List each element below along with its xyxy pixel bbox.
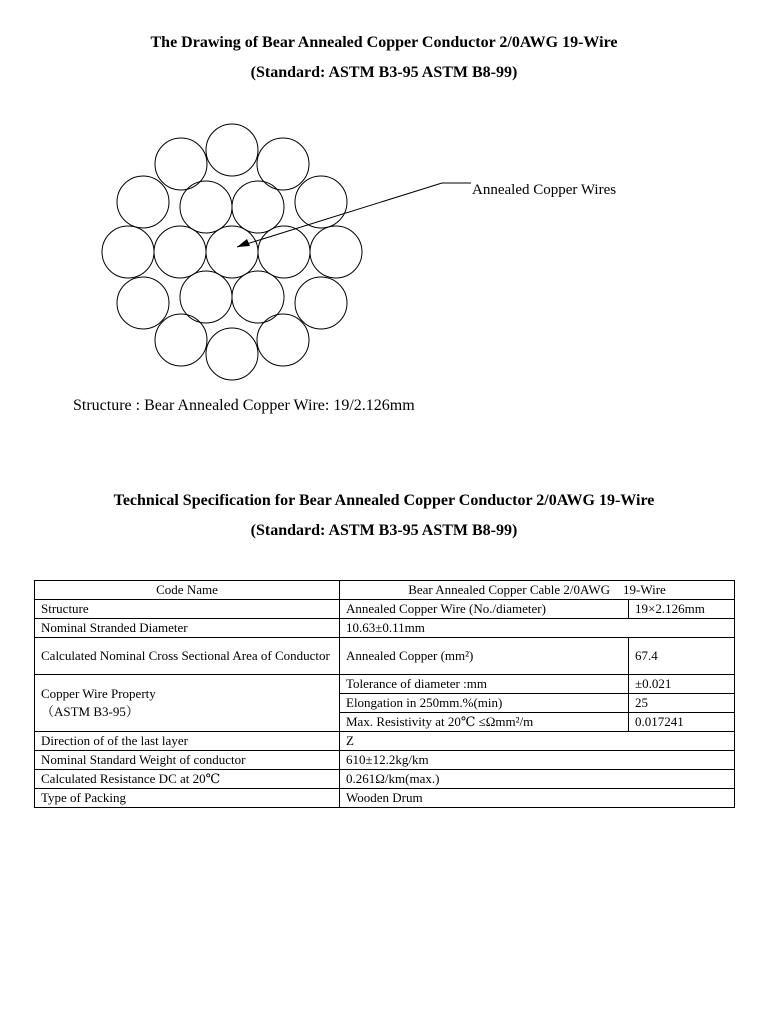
wire-outer-6	[257, 314, 309, 366]
diameter-label: Nominal Stranded Diameter	[35, 619, 340, 638]
wire-center	[206, 226, 258, 278]
tolerance-value: ±0.021	[629, 675, 735, 694]
table-row-cross-section	[35, 638, 735, 675]
callout-arrowhead	[237, 239, 250, 247]
packing-label: Type of Packing	[35, 789, 340, 808]
tolerance-param: Tolerance of diameter :mm	[340, 675, 629, 694]
drawing-title-line1: The Drawing of Bear Annealed Copper Conductor 2/0AWG 19-Wire	[150, 34, 618, 51]
spec-title-line1: Technical Specification for Bear Annealed Copper Conductor 2/0AWG 19-Wire	[113, 492, 655, 509]
wire-outer-10	[102, 226, 154, 278]
wire-outer-11	[117, 176, 169, 228]
table-row-structure	[35, 600, 735, 619]
resistivity-param: Max. Resistivity at 20℃ ≤Ωmm²/m	[340, 713, 629, 732]
elongation-value: 25	[629, 694, 735, 713]
weight-value: 610±12.2kg/km	[340, 751, 735, 770]
structure-value: 19×2.126mm	[629, 600, 735, 619]
resistance-value: 0.261Ω/km(max.)	[340, 770, 735, 789]
wire-inner-3	[258, 226, 310, 278]
cross-section-label: Calculated Nominal Cross Sectional Area of Conductor	[35, 638, 340, 675]
direction-label: Direction of of the last layer	[35, 732, 340, 751]
wire-outer-3	[295, 176, 347, 228]
structure-param: Annealed Copper Wire (No./diameter)	[340, 600, 629, 619]
structure-line: Structure : Bear Annealed Copper Wire: 19/2.126mm	[73, 397, 415, 414]
wire-inner-6	[154, 226, 206, 278]
resistivity-value: 0.017241	[629, 713, 735, 732]
wire-outer-12	[155, 138, 207, 190]
callout-leader	[237, 183, 471, 247]
wire-outer-8	[155, 314, 207, 366]
conductor-cross-section-drawing	[95, 115, 655, 395]
table-row-direction	[35, 732, 735, 751]
direction-value: Z	[340, 732, 735, 751]
table-row-wire-property-1	[35, 675, 735, 694]
table-row-diameter	[35, 619, 735, 638]
table-row-resistance	[35, 770, 735, 789]
wire-outer-2	[257, 138, 309, 190]
wire-outer-4	[310, 226, 362, 278]
drawing-title-line2: (Standard: ASTM B3-95 ASTM B8-99)	[250, 64, 518, 81]
spec-table	[34, 580, 735, 808]
wire-property-label	[35, 675, 340, 732]
elongation-param: Elongation in 250mm.%(min)	[340, 694, 629, 713]
cross-section-param: Annealed Copper (mm²)	[340, 638, 629, 675]
spec-title-line2: (Standard: ASTM B3-95 ASTM B8-99)	[250, 522, 518, 539]
resistance-label: Calculated Resistance DC at 20℃	[35, 770, 340, 789]
wire-outer-7	[206, 328, 258, 380]
table-row-packing	[35, 789, 735, 808]
wire-property-label-line2: （ASTM B3-95）	[41, 704, 139, 719]
table-row-weight	[35, 751, 735, 770]
wire-outer-9	[117, 277, 169, 329]
callout-label: Annealed Copper Wires	[472, 182, 617, 198]
cross-section-value: 67.4	[629, 638, 735, 675]
wire-property-label-line1: Copper Wire Property	[41, 686, 156, 701]
header-product: Bear Annealed Copper Cable 2/0AWG 19-Wire	[340, 581, 735, 600]
wire-outer-1	[206, 124, 258, 176]
diameter-value: 10.63±0.11mm	[340, 619, 735, 638]
table-header-row	[35, 581, 735, 600]
header-code-name: Code Name	[35, 581, 340, 600]
structure-label: Structure	[35, 600, 340, 619]
weight-label: Nominal Standard Weight of conductor	[35, 751, 340, 770]
packing-value: Wooden Drum	[340, 789, 735, 808]
wire-outer-5	[295, 277, 347, 329]
